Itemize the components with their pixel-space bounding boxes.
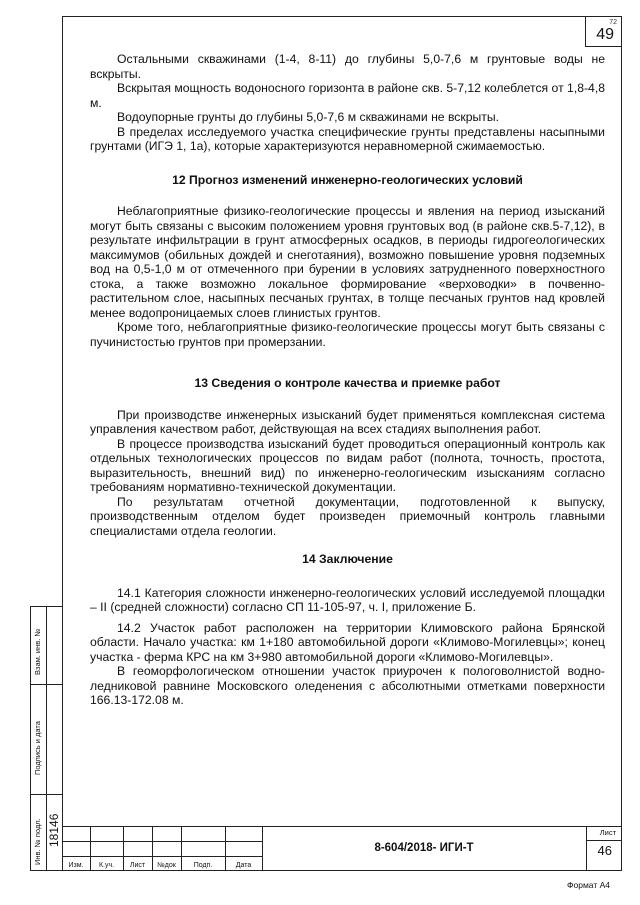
paragraph: Вскрытая мощность водоносного горизонта в районе скв. 5-7,12 колеблется от 1,8-4,8 м. [90,81,605,110]
side-stamp [30,606,62,871]
side-cell-inv [31,795,63,872]
title-block-label: №док [157,862,176,869]
paragraph: В геоморфологическом отношении участок приурочен к пологоволнистой водно-ледниковой равнине Московского оледенения с абсолютными отметками поверхности 166.13-172.08 м. [90,664,605,707]
paragraph: Водоупорные грунты до глубины 5,0-7,6 м скважинами не вскрыты. [117,110,499,124]
side-label-vzam: Взам. инв. № [33,628,42,675]
side-cell-podpis [31,685,63,795]
section-heading-14: 14 Заключение [302,552,393,566]
paragraph: Неблагоприятные физико-геологические процессы и явления на период изысканий могут быть связаны с высоким положением уровня грунтовых вод (в районе скв.5-7,12), в результате инфильтрации в грунт атмосферных осадков, в периоды гидрогеологических максимумов (обильных дождей и снеготаяния), возможно повышение уровня подземных вод на 0,5-1,0 м от отмеченного при бурении в условиях затрудненного поверхностного стока, а также возможно локальное формирование «верховодки» в почвенно-растительном слое, насыпных песчаных грунтах, в толще песчаных грунтов над кровлей менее водопроницаемых слоев глинистых грунтов. [90,204,605,320]
title-block-label: Лист [129,862,146,869]
paragraph: В пределах исследуемого участка специфические грунты представлены насыпными грунтами (ИГЭ 1, 1а), которые характеризуются неравномерной сжимаемостью. [90,124,605,153]
top-page-number-box [585,17,621,47]
top-page-number-small: 72 [609,19,617,26]
side-cell-vzam [31,607,63,685]
inventory-number: 18146 [47,813,61,847]
section-heading-13: 13 Сведения о контроле качества и приемке работ [194,376,501,390]
paper-format: Формат А4 [567,880,610,890]
side-label-inv: Инв. № подл. [33,818,42,865]
title-block [62,826,622,871]
paragraph: 14.1 Категория сложности инженерно-геологических условий исследуемой площадки – II (средней сложности) согласно СП 11-105-97, ч. I, приложение Б. [90,585,605,614]
paragraph: 14.2 Участок работ расположен на территории Климовского района Брянской области. Начало участка: км 1+180 автомобильной дороги «Климово-Могилевцы»; конец участка - ферма КРС на км 3+980 автомобильной дороги «Климово-Могилевцы». [90,620,605,664]
section-heading-12: 12 Прогноз изменений инженерно-геологических условий [172,172,523,187]
title-block-label: Изм. [68,862,84,869]
sheet-number: 46 [597,843,612,858]
title-block-row-line [62,841,262,842]
paragraph: Кроме того, неблагоприятные физико-геологические процессы могут быть связаны с пучинистостью грунтов при промерзании. [90,320,605,349]
title-block-row-line [62,856,262,857]
top-page-number: 49 [596,26,614,43]
paragraph: В процессе производства изысканий будет проводиться операционный контроль как отдельных технологических процессов по видам работ (полнота, точность, простота, выразительность, внешний вид) по инженерно-геологическим изысканиям согласно требованиям нормативно-технической документации. [90,436,605,494]
side-label-podpis: Подпись и дата [33,721,42,775]
title-block-label: К.уч. [98,862,115,869]
sheet-label: Лист [599,828,616,837]
paragraph: При производстве инженерных изысканий будет применяться комплексная система управления качеством работ, действующая на всех стадиях выполнения работ. [90,407,605,436]
paragraph: По результатам отчетной документации, подготовленной к выпуску, производственным отделом будет произведен приемочный контроль главными специалистами отдела геологии. [90,494,605,538]
paragraph: Остальными скважинами (1-4, 8-11) до глубины 5,0-7,6 м грунтовые воды не вскрыты. [90,52,605,81]
document-code: 8-604/2018- ИГИ-Т [374,842,474,854]
document-body [90,52,605,708]
title-block-col-line [586,827,587,871]
title-block-label: Дата [235,862,252,869]
sheet-box-line [586,840,622,841]
title-block-label: Подп. [193,862,213,869]
